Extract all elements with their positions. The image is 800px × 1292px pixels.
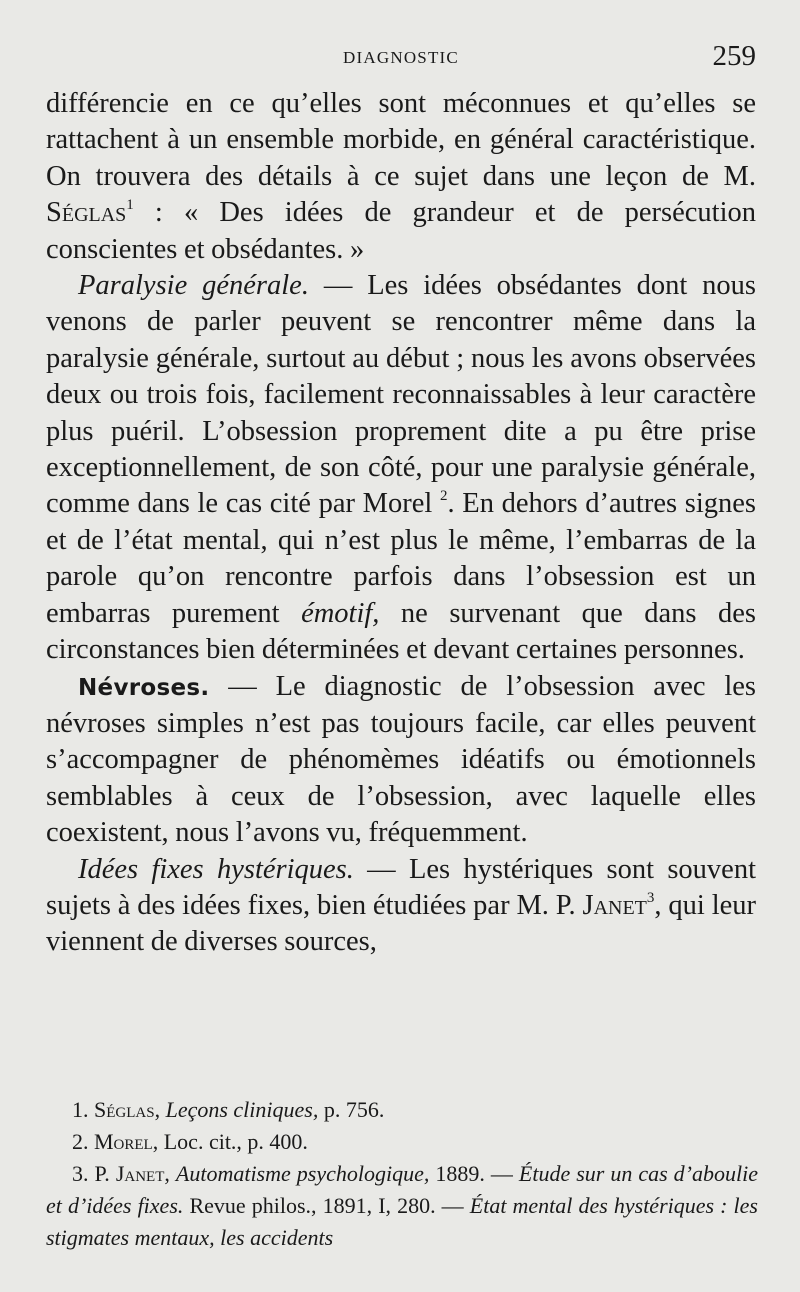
- footnote-work: Automatisme psychologique,: [175, 1161, 430, 1186]
- footnote-work: État mental des hystériques : les stigmates mentaux, les accidents: [46, 1193, 758, 1250]
- text-run: — Les idées obsédantes dont nous venons de parler peuvent se rencontrer même dans la paralysie générale, surtout au début ; nous les avons observées deux ou trois fois, facilement reconnaissables à leur caractère plus puéril. L’obsession proprement dite a pu être prise exceptionnellement, de son côté, pour une paralysie générale, comme dans le cas cité par Morel: [46, 270, 756, 520]
- text-run: — Les hystériques sont souvent sujets à des idées fixes, bien étudiées par M. P.: [46, 853, 756, 921]
- footnote-number: 3.: [72, 1161, 89, 1186]
- footnote-author: Séglas,: [94, 1097, 161, 1122]
- footnote-ref: 1: [126, 197, 134, 214]
- paragraph-paralysie: [46, 268, 756, 668]
- text-run: — Le diagnostic de l’obsession avec les névroses simples n’est pas toujours facile, car elles peuvent s’accompagner de phénomèmes idéatifs ou émotionnels semblables à ceux de l’obsession, avec laquelle elles coexistent, nous l’avons vu, fréquemment.: [46, 670, 756, 849]
- page-number: 259: [712, 40, 756, 72]
- footnote-author: Morel,: [94, 1129, 159, 1154]
- footnote-text: Revue philos., 1891, I, 280. —: [183, 1193, 470, 1218]
- footnote-ref: 2: [439, 488, 448, 505]
- footnotes: [46, 1094, 758, 1254]
- text-run: différencie en ce qu’elles sont méconnues et qu’elles se rattachent à un ensemble morbide, en général caractéristique. On trouvera des détails à ce sujet dans une leçon de M.: [46, 88, 756, 192]
- footnote-ref: 3: [646, 889, 655, 906]
- footnote-number: 2.: [72, 1129, 89, 1154]
- paragraph-continuation: [46, 86, 756, 268]
- footnote-work: Leçons cliniques,: [165, 1097, 319, 1122]
- author-name: Janet: [582, 889, 647, 921]
- text-run: ne survenant que dans des circonstances bien déterminées et devant certaines personnes.: [46, 597, 756, 666]
- footnote-1: [46, 1094, 758, 1126]
- footnote-number: 1.: [72, 1097, 89, 1122]
- text-run: , qui leur viennent de diverses sources,: [46, 889, 757, 958]
- author-name: Séglas: [46, 197, 127, 229]
- footnote-2: [46, 1126, 758, 1158]
- footnote-text: p. 756.: [318, 1097, 385, 1122]
- running-head: DIAGNOSTIC: [343, 48, 459, 67]
- section-title: Paralysie générale.: [78, 270, 309, 302]
- footnote-3: [46, 1158, 758, 1254]
- paragraph-nevroses: [46, 669, 756, 852]
- page-header: [46, 40, 756, 80]
- footnote-text: Loc. cit., p. 400.: [158, 1129, 308, 1154]
- text-run: . En dehors d’autres signes et de l’état mental, qui n’est plus le même, l’embarras de la parole qu’on rencontre parfois dans l’obsession est un embarras purement: [46, 488, 756, 629]
- section-title: Névroses.: [78, 674, 210, 701]
- paragraph-idees-fixes: [46, 852, 756, 961]
- footnote-author: Janet,: [115, 1161, 170, 1186]
- body-text: [46, 86, 756, 961]
- footnote-text: P.: [88, 1161, 116, 1186]
- emphasis: émotif,: [301, 597, 380, 629]
- footnote-text: 1889. —: [429, 1161, 519, 1186]
- section-title: Idées fixes hystériques.: [78, 853, 354, 885]
- footnote-work: Étude sur un cas d’aboulie et d’idées fixes.: [46, 1161, 758, 1218]
- text-run: : « Des idées de grandeur et de persécution conscientes et obsédantes. »: [46, 197, 756, 265]
